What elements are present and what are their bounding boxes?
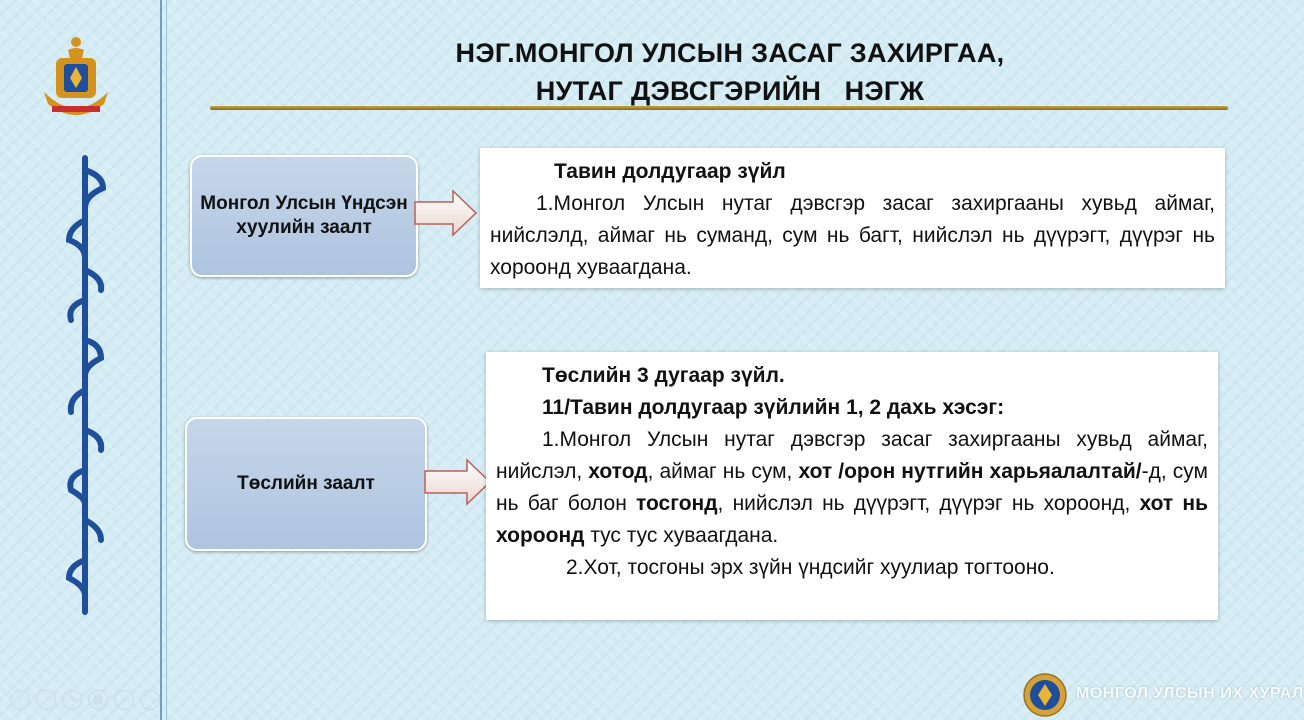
draft-heading-section: 11/Тавин долдугаар зүйлийн 1, 2 дахь хэсэг: <box>542 396 1005 419</box>
sidebar-divider-thin <box>166 0 167 720</box>
draft-heading-article: Төслийн 3 дугаар зүйл. <box>542 364 785 387</box>
draft-p1-bold: хот /орон нутгийн харьяалалтай/ <box>798 460 1142 483</box>
draft-label: Төслийн заалт <box>237 473 375 494</box>
draft-label-box <box>185 417 427 551</box>
constitution-label-box <box>190 155 418 277</box>
slide-title <box>300 34 1160 110</box>
constitution-text-box <box>480 148 1225 288</box>
draft-p1-part: 1.Монгол Улсын нутаг дэвсгэр засаг захиргааны хувьд аймаг, нийслэл, <box>496 428 1208 483</box>
state-emblem-icon <box>38 34 114 120</box>
constitution-label: Монгол Улсын Үндсэн хуулийн заалт <box>200 193 408 238</box>
slide-title-line1: НЭГ.МОНГОЛ УЛСЫН ЗАСАГ ЗАХИРГАА, <box>455 38 1005 68</box>
draft-p1-part: -д, сум нь баг болон <box>496 460 1208 515</box>
pen-icon[interactable]: ✎ <box>62 690 82 710</box>
draft-paragraph-2: 2.Хот, тосгоны эрх зүйн үндсийг хуулиар тогтооно. <box>566 556 1055 579</box>
slides-grid-icon[interactable]: ▦ <box>88 690 108 710</box>
draft-p1-part: , нийслэл нь дүүрэгт, дүүрэг нь хороонд, <box>717 492 1140 515</box>
title-underline <box>210 106 1228 110</box>
zoom-icon[interactable]: ⌕ <box>114 690 134 710</box>
slideshow-controls <box>10 690 160 710</box>
draft-p1-bold: хотод <box>588 460 648 483</box>
parliament-logo-icon <box>1022 672 1068 718</box>
next-slide-icon[interactable]: › <box>36 690 56 710</box>
draft-p1-bold: тосгонд <box>635 492 718 515</box>
more-options-icon[interactable]: ⋯ <box>140 690 160 710</box>
mongolian-script-decoration <box>58 150 112 620</box>
draft-p1-bold: хот нь хороонд <box>496 492 1208 547</box>
right-arrow-icon <box>423 457 493 507</box>
draft-p1-part: тус тус хуваагдана. <box>584 524 779 547</box>
draft-paragraph-1 <box>496 424 1208 552</box>
constitution-body: 1.Монгол Улсын нутаг дэвсгэр засаг захиргааны хувьд аймаг, нийслэлд, аймаг нь суманд, сум нь багт, нийслэл нь дүүрэгт, дүүрэг нь хороонд хуваагдана. <box>490 192 1215 279</box>
previous-slide-icon[interactable]: ‹ <box>10 690 30 710</box>
constitution-heading: Тавин долдугаар зүйл <box>554 160 786 183</box>
draft-text-box <box>486 352 1218 620</box>
sidebar-divider <box>160 0 162 720</box>
right-arrow-icon <box>413 188 479 238</box>
parliament-name: МОНГОЛ УЛСЫН ИХ ХУРАЛ <box>1076 685 1304 702</box>
slide-title-line2: НУТАГ ДЭВСГЭРИЙН НЭГЖ <box>535 76 925 106</box>
draft-p1-part: , аймаг нь сум, <box>647 460 799 483</box>
